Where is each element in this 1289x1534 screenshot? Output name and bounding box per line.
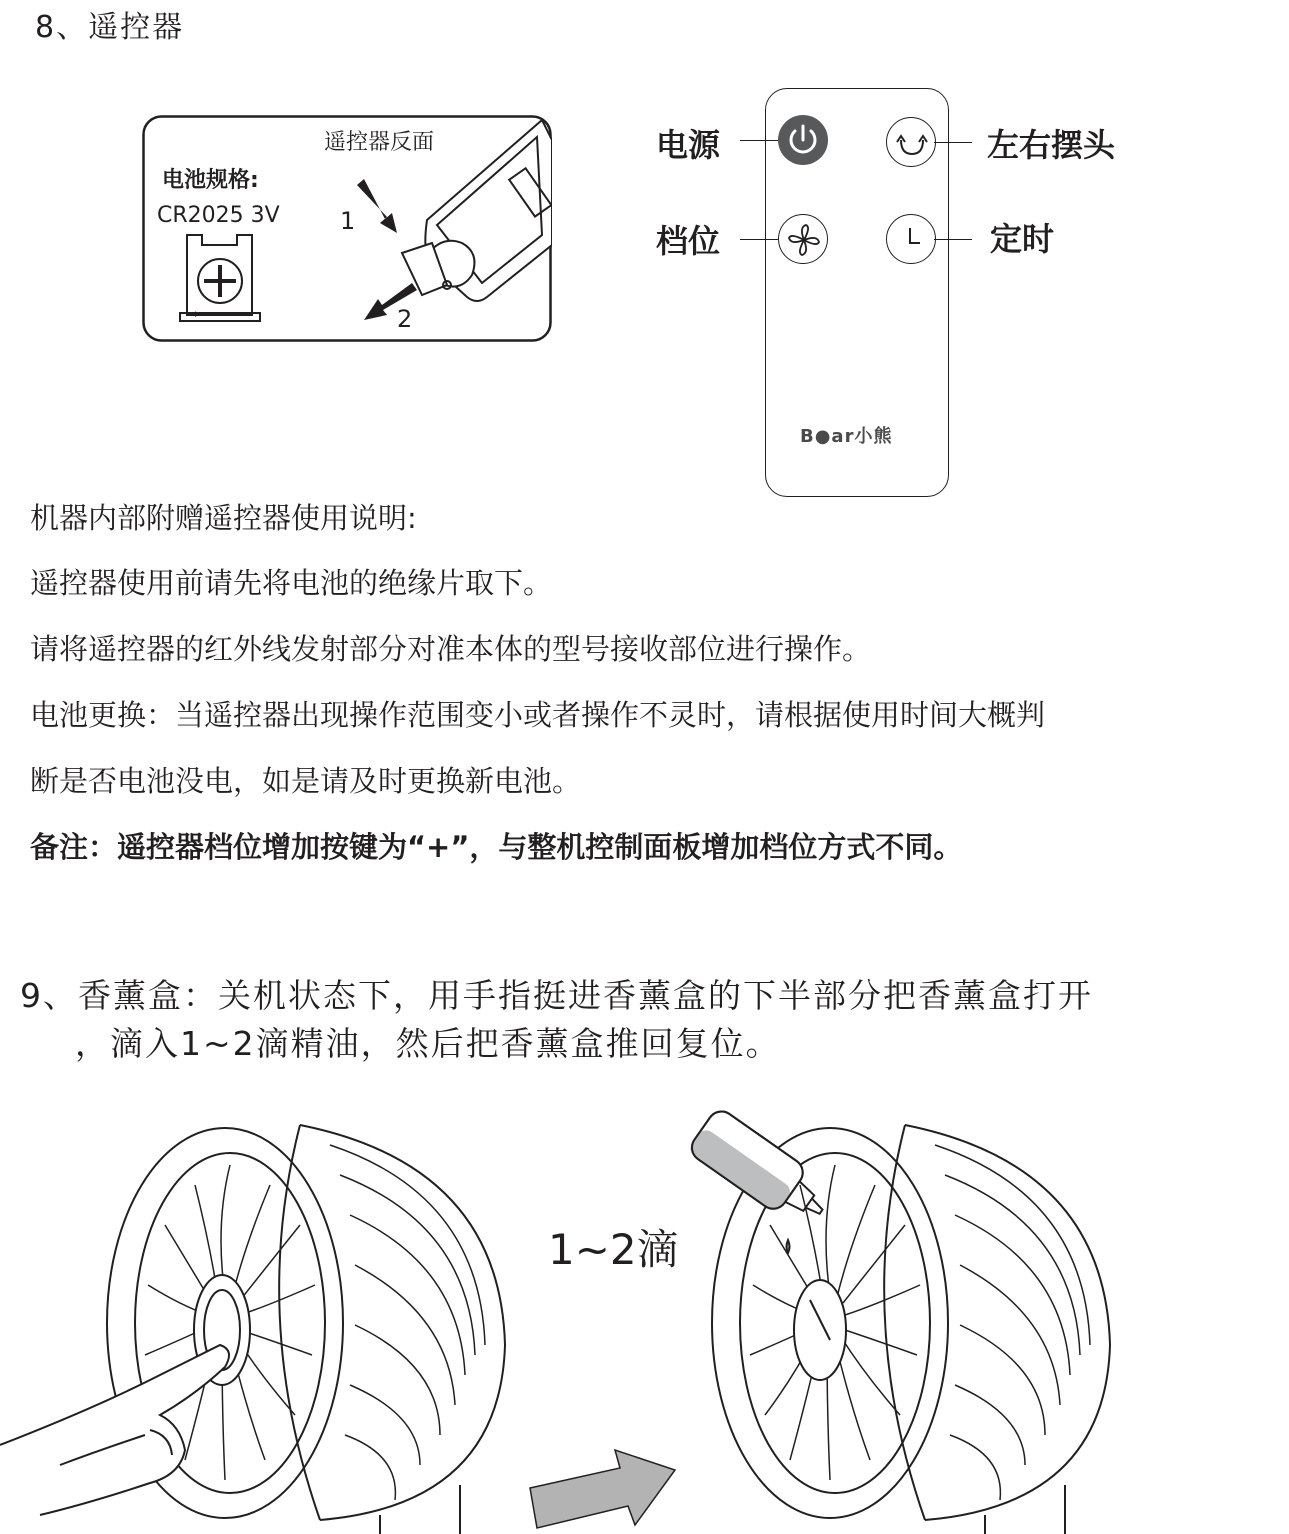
power-leader-line: [740, 140, 778, 141]
section-8-title: 8、遥控器: [35, 10, 185, 45]
next-step-arrow-icon: [525, 1430, 685, 1534]
battery-spec-label: 电池规格:: [162, 168, 259, 193]
battery-model: CR2025 3V: [157, 203, 280, 228]
swing-button[interactable]: [886, 117, 936, 167]
speed-leader-line: [740, 239, 778, 240]
speed-button[interactable]: [778, 214, 828, 264]
step-1-label: 1: [340, 207, 356, 235]
fan-open-illustration: [0, 1105, 520, 1534]
step-2-label: 2: [397, 305, 413, 333]
section-9-title: 9、香薰盒：关机状态下，用手指挺进香薰盒的下半部分把香薰盒打开: [20, 976, 1093, 1015]
swing-arrow-icon: [887, 118, 937, 168]
paragraph-operation: 请将遥控器的红外线发射部分对准本体的型号接收部位进行操作。: [30, 632, 872, 666]
section-9-title-cont: ，滴入1~2滴精油，然后把香薰盒推回复位。: [75, 1024, 781, 1063]
drops-label: 1~2滴: [548, 1225, 679, 1274]
fan-drop-oil-illustration: [670, 1105, 1289, 1534]
insert-arrow-icon: [357, 179, 397, 233]
paragraph-insulation: 遥控器使用前请先将电池的绝缘片取下。: [30, 566, 553, 600]
remote-back-label: 遥控器反面: [324, 130, 435, 155]
swing-leader-line: [934, 142, 972, 143]
brand-logo: B●ar小熊: [800, 426, 893, 447]
clock-icon: [887, 215, 937, 265]
battery-icon: [180, 235, 260, 321]
swing-label: 左右摆头: [987, 126, 1116, 164]
svg-text:+: +: [192, 310, 200, 320]
speed-label: 档位: [656, 222, 721, 260]
paragraph-battery-replace-cont: 断是否电池没电，如是请及时更换新电池。: [30, 764, 582, 798]
timer-label: 定时: [990, 220, 1055, 258]
battery-diagram: [142, 115, 552, 342]
fan-icon: [779, 215, 829, 265]
power-button[interactable]: [778, 115, 828, 165]
paragraph-battery-replace: 电池更换：当遥控器出现操作范围变小或者操作不灵时，请根据使用时间大概判: [30, 698, 1046, 732]
note: 备注：遥控器档位增加按键为“+”，与整机控制面板增加档位方式不同。: [30, 830, 963, 864]
timer-button[interactable]: [886, 214, 936, 264]
power-icon: [778, 115, 828, 165]
power-label: 电源: [656, 126, 721, 164]
paragraph-intro: 机器内部附赠遥控器使用说明:: [30, 501, 417, 535]
timer-leader-line: [934, 239, 972, 240]
